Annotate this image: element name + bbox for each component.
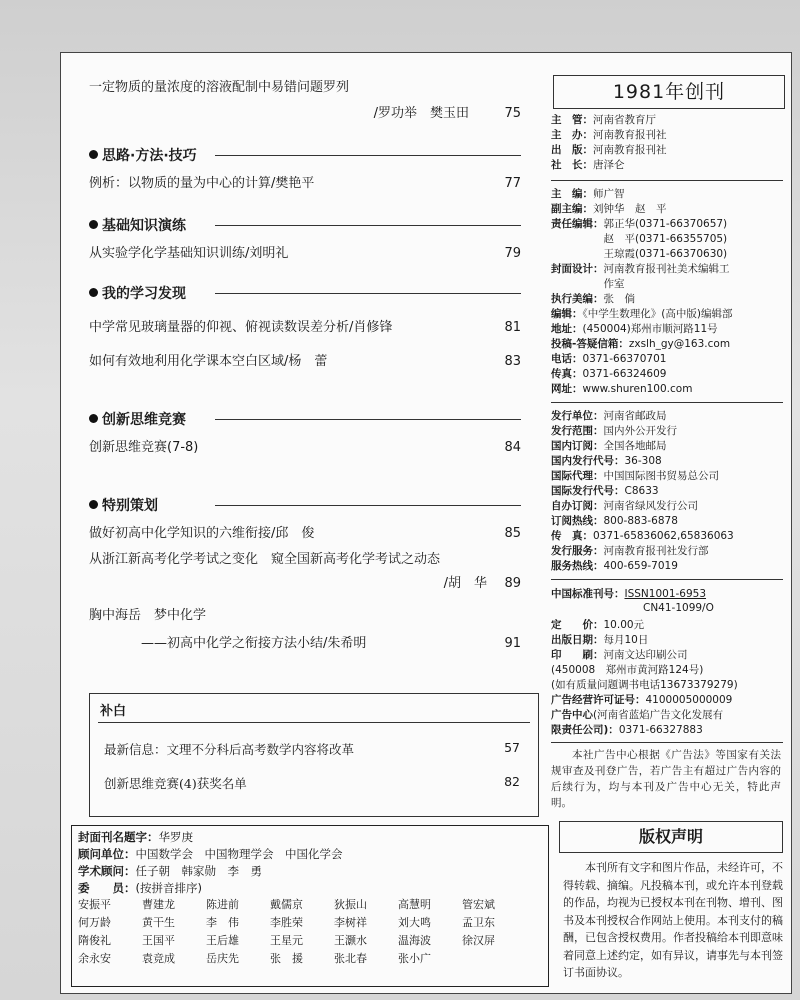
info-row: 执行美编：张 倘 (551, 293, 635, 305)
info-row: 出 版：河南教育报刊社 (551, 144, 667, 156)
section-divider (215, 419, 521, 420)
credits-box (71, 825, 549, 987)
committee-label: 委 员：(按拼音排序) (78, 881, 202, 895)
filler-item-title: 创新思维竞赛(4)获奖名单 (104, 776, 247, 791)
section-heading: 我的学习发现 (89, 283, 521, 303)
info-row: 国际代理：中国国际图书贸易总公司 (551, 470, 719, 482)
toc-item-subtitle: ——初高中化学之衔接方法小结/朱希明 (141, 636, 367, 651)
info-row: 赵 平(0371-66355705) (551, 233, 728, 245)
toc-item-title: 例析：以物质的量为中心的计算/樊艳平 (89, 176, 315, 191)
info-row: 国内订阅：全国各地邮局 (551, 440, 667, 452)
toc-item[interactable] (89, 607, 521, 625)
info-row: 发行范围：国内外公开发行 (551, 425, 677, 437)
toc-page-number: 77 (504, 176, 521, 191)
info-row: 印 刷：河南文达印刷公司 (551, 649, 688, 661)
toc-item[interactable] (89, 353, 521, 371)
bullet-icon (89, 220, 98, 229)
info-row: 编辑：《中学生数理化》(高中版)编辑部 (551, 308, 733, 320)
publication-info (549, 75, 787, 815)
info-row[interactable]: 投稿-答疑信箱：zxslh_gy@163.com (551, 338, 731, 350)
committee-names (78, 896, 538, 968)
toc-item-title: 从浙江新高考化学考试之变化 窥全国新高考化学考试之动态 (89, 552, 441, 567)
advertising-notice: 本社广告中心根据《广告法》等国家有关法规审查及刊登广告，若广告主有超过广告内容的后续行为，均与本刊及广告中心无关，特此声明。 (551, 749, 781, 809)
info-row: 社 长：唐泽仑 (551, 159, 625, 171)
website-link[interactable]: www.shuren100.com (582, 383, 693, 395)
section-divider (215, 155, 521, 156)
info-row: 发行服务：河南教育报刊社发行部 (551, 545, 709, 557)
copyright-title: 版权声明 (559, 821, 783, 853)
toc-page-number: 89 (504, 576, 521, 591)
section-divider (215, 505, 521, 506)
info-divider (551, 579, 783, 580)
copyright-text: 本刊所有文字和图片作品，未经许可，不得转载、摘编。凡投稿本刊，或允许本刊登载的作品，均视为已授权本刊在刊物、增刊、图书及本刊授权合作网站上使用。本刊支付的稿酬，已包含授权费用。作者投稿给本刊即意味着同意上述约定，如有异议，请事先与本刊签订书面协议。 (563, 861, 783, 979)
name-row: 安振平 曹建龙 陈进前 戴儒京 狄振山 高慧明 管宏斌 (78, 898, 495, 911)
section-divider (215, 293, 521, 294)
info-row: 主 管：河南省教育厅 (551, 114, 656, 126)
info-row: 定 价：10.00元 (551, 619, 645, 631)
info-row: 发行单位：河南省邮政局 (551, 410, 667, 422)
toc-item[interactable] (89, 439, 521, 457)
info-row: 传 真：0371-65836062,65836063 (551, 530, 734, 542)
info-row: 责任编辑：郭正华(0371-66370657) (551, 218, 728, 230)
info-row: 电话：0371-66370701 (551, 353, 667, 365)
toc-item[interactable] (89, 525, 521, 543)
toc-page-number: 81 (504, 320, 521, 335)
toc-page-number: 84 (504, 440, 521, 455)
academic-advisors: 学术顾问：任子朝 韩家勋 李 勇 (78, 864, 262, 878)
filler-item[interactable] (104, 774, 520, 792)
email-link[interactable]: zxslh_gy@163.com (628, 338, 731, 350)
toc-item-authors-row (89, 575, 521, 593)
cn-row (551, 601, 783, 616)
info-divider (551, 180, 783, 181)
section-heading: 思路·方法·技巧 (89, 145, 521, 165)
toc-item[interactable] (89, 79, 521, 97)
filler-item-title: 最新信息：文理不分科后高考数学内容将改革 (104, 742, 355, 757)
name-row: 隋俊礼 王国平 王后雄 王星元 王灏水 温海波 徐汉屏 (78, 934, 495, 947)
toc-item-title: 一定物质的量浓度的溶液配制中易错问题罗列 (89, 80, 350, 95)
copyright-notice (559, 821, 785, 985)
magazine-page (60, 52, 792, 994)
toc-item-title: 如何有效地利用化学课本空白区域/杨 蕾 (89, 354, 328, 369)
name-row: 何万龄 黄干生 李 伟 李胜荣 李树祥 刘大鸣 孟卫东 (78, 916, 495, 929)
cover-title-credit: 封面刊名题字：华罗庚 (78, 830, 193, 844)
toc-page-number: 75 (504, 106, 521, 121)
info-row: 王琼霞(0371-66370630) (551, 248, 728, 260)
toc-item[interactable] (89, 319, 521, 337)
toc-item-title: 做好初高中化学知识的六维衔接/邱 俊 (89, 526, 315, 541)
info-row: 封面设计：河南教育报刊社美术编辑工 (551, 263, 730, 275)
toc-item-authors-row (89, 105, 521, 123)
toc-item-title: 胸中海岳 梦中化学 (89, 608, 207, 623)
advisor-units: 顾问单位：中国数学会 中国物理学会 中国化学会 (78, 847, 343, 861)
toc-item-subtitle-row (89, 635, 521, 653)
issn-row: 中国标准刊号：ISSN1001-6953 (551, 588, 707, 600)
bullet-icon (89, 500, 98, 509)
toc-page-number: 79 (504, 246, 521, 261)
filler-title: 补白 (100, 704, 127, 719)
toc-item-title: 中学常见玻璃量器的仰视、俯视读数误差分析/肖修锋 (89, 320, 393, 335)
info-row: 服务热线：400-659-7019 (551, 560, 678, 572)
info-divider (551, 402, 783, 403)
info-row: 国际发行代号：C8633 (551, 485, 659, 497)
toc-item-title: 创新思维竞赛(7-8) (89, 440, 199, 455)
info-row: 订阅热线：800-883-6878 (551, 515, 678, 527)
table-of-contents (89, 79, 521, 653)
info-divider (551, 742, 783, 743)
toc-item[interactable] (89, 245, 521, 263)
cn-number: CN41-1099/O (643, 602, 714, 614)
toc-page-number: 83 (504, 354, 521, 369)
founded-year-title: 1981年创刊 (553, 75, 785, 109)
info-row: 地址：(450004)郑州市顺河路11号 (551, 323, 718, 335)
section-heading: 基础知识演练 (89, 215, 521, 235)
bullet-icon (89, 414, 98, 423)
info-row: 主 办：河南教育报刊社 (551, 129, 667, 141)
info-row: 广告经营许可证号：4100005000009 (551, 694, 733, 706)
section-divider (215, 225, 521, 226)
info-row: 传真：0371-66324609 (551, 368, 667, 380)
filler-item[interactable] (104, 740, 520, 758)
info-row: 出版日期：每月10日 (551, 634, 649, 646)
info-row: 作室 (551, 278, 625, 290)
toc-item-author: /罗功举 樊玉田 (373, 106, 469, 121)
info-row: 广告中心(河南省蓝焰广告文化发展有 (551, 709, 724, 721)
info-row[interactable]: 网址：www.shuren100.com (551, 383, 693, 395)
bullet-icon (89, 150, 98, 159)
filler-page-number: 57 (504, 740, 520, 755)
filler-divider (98, 722, 530, 723)
info-row: 国内发行代号：36-308 (551, 455, 662, 467)
toc-item[interactable] (89, 551, 521, 569)
issn-number: ISSN1001-6953 (624, 588, 707, 600)
info-row: (如有质量问题调书电话13673379279) (551, 679, 738, 691)
toc-page-number: 91 (504, 636, 521, 651)
info-row: 主 编：师广智 (551, 188, 625, 200)
toc-item-title: 从实验学化学基础知识训练/刘明礼 (89, 246, 289, 261)
section-heading: 特别策划 (89, 495, 521, 515)
info-row: 自办订阅：河南省绿风发行公司 (551, 500, 698, 512)
bullet-icon (89, 288, 98, 297)
toc-item-author: /胡 华 (443, 576, 487, 591)
info-row: 副主编：刘钟华 赵 平 (551, 203, 667, 215)
info-row: 限责任公司)：0371-66327883 (551, 724, 703, 736)
info-row: (450008 郑州市黄河路124号) (551, 664, 704, 676)
name-row: 余永安 袁竞成 岳庆先 张 援 张北春 张小广 (78, 952, 431, 965)
filler-page-number: 82 (504, 774, 520, 789)
toc-page-number: 85 (504, 526, 521, 541)
filler-box (89, 693, 539, 817)
toc-item[interactable] (89, 175, 521, 193)
section-heading: 创新思维竞赛 (89, 409, 521, 429)
